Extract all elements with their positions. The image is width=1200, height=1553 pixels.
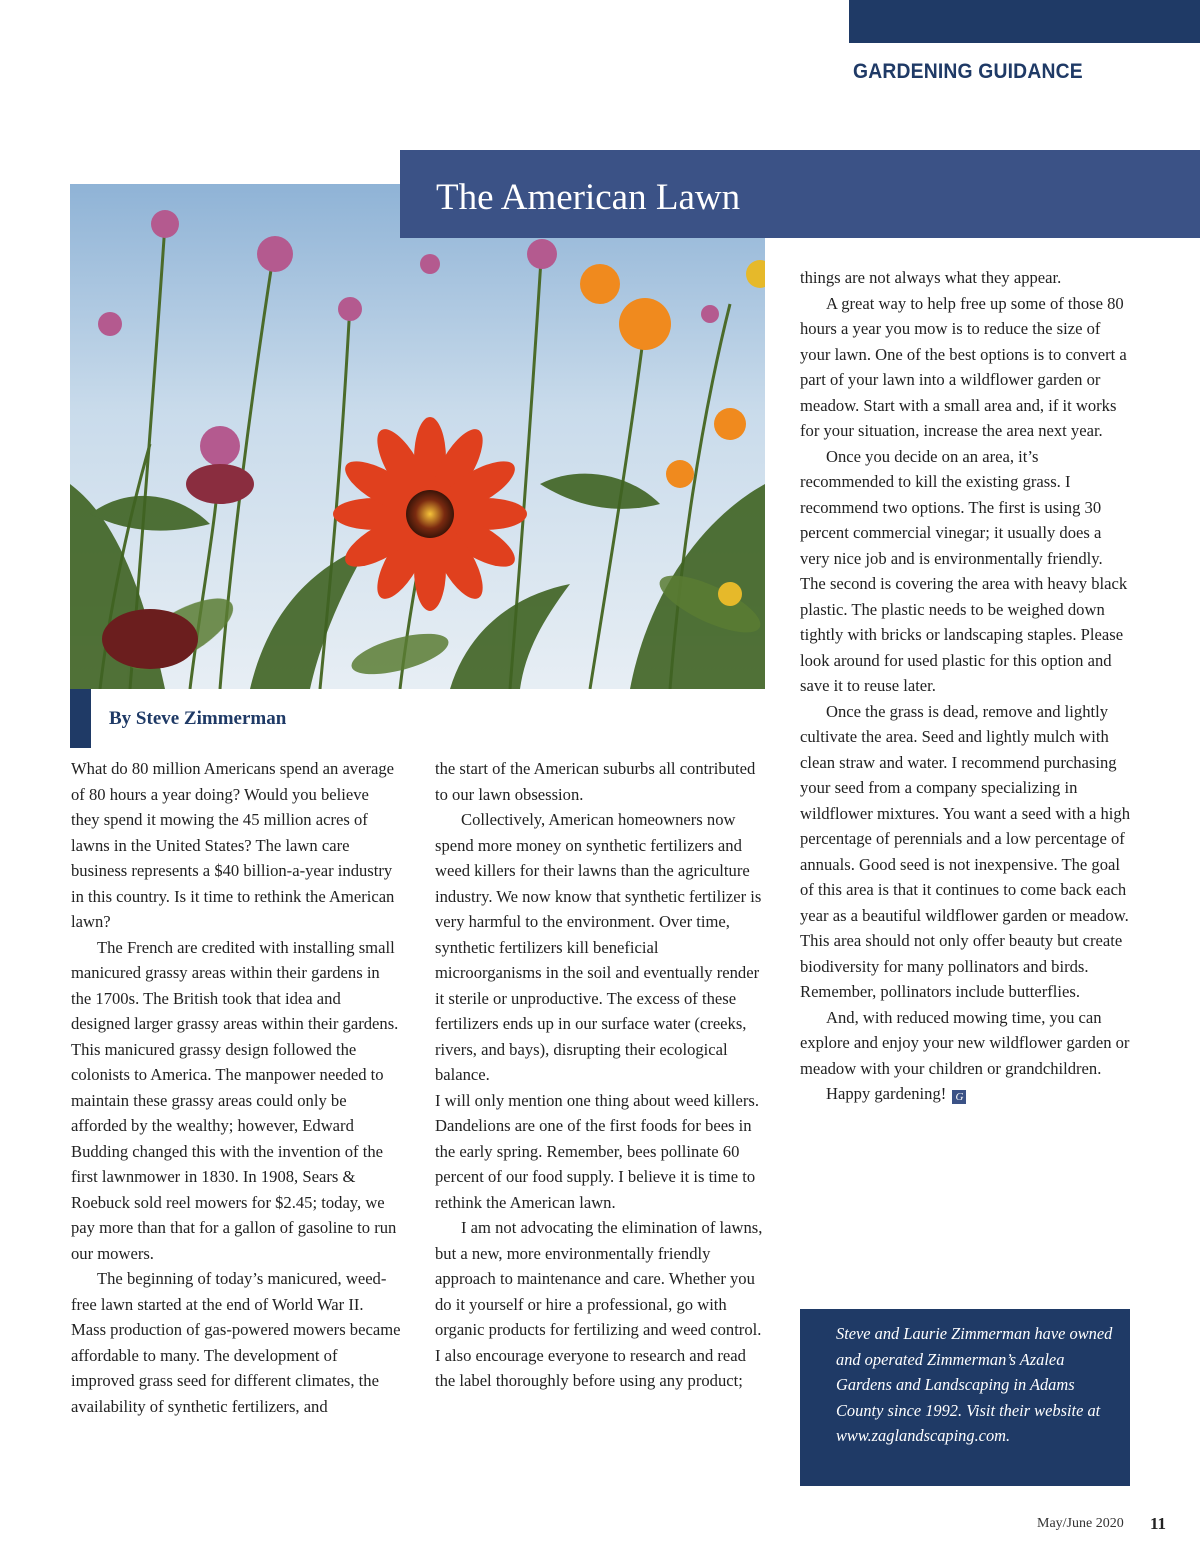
header-color-bar [849, 0, 1200, 43]
author-bio: Steve and Laurie Zimmerman have owned and operated Zimmerman’s Azalea Gardens and Landscaping in Adams County since 1992. Visit their website at www.zaglandscaping.com. [836, 1324, 1113, 1445]
wildflower-photo [70, 184, 765, 689]
article-column-3 [800, 265, 1132, 1107]
article-title: The American Lawn [436, 177, 741, 218]
byline: By Steve Zimmerman [109, 708, 287, 729]
paragraph: Once you decide on an area, it’s recommended to kill the existing grass. I recommend two options. The first is using 30 percent commercial vinegar; it usually does a very nice job and is environmentally friendly. The second is covering the area with heavy black plastic. The plastic needs to be weighed down tightly with bricks or landscaping staples. Please look around for used plastic for this option and save it to reuse later. [800, 446, 1128, 695]
paragraph: A great way to help free up some of those 80 hours a year you mow is to reduce the size of your lawn. One of the best options is to convert a part of your lawn into a wildflower garden or meadow. Start with a small area and, if it works for your situation, increase the area next year. [800, 293, 1127, 440]
paragraph: the start of the American suburbs all contributed to our lawn obsession. [435, 759, 756, 804]
title-band [400, 150, 1200, 238]
page-number: 11 [1150, 1514, 1167, 1533]
paragraph: Collectively, American homeowners now spend more money on synthetic fertilizers and weed killers for their lawns than the agriculture industry. We now know that synthetic fertilizer is very harmful to the environment. Over time, synthetic fertilizers kill beneficial microorganisms in the soil and eventually render it sterile or unproductive. The excess of these fertilizers ends up in our surface water (creeks, rivers, and bays), disrupting their ecological balance. [435, 810, 762, 1084]
paragraph: I am not advocating the elimination of lawns, but a new, more environmentally friendly approach to maintenance and care. Whether you do it yourself or hire a professional, go with organic products for fertilizing and weed control. I also encourage everyone to research and read the label thoroughly before using any product; [435, 1218, 763, 1390]
paragraph: What do 80 million Americans spend an average of 80 hours a year doing? Would you believe they spend it mowing the 45 million acres of lawns in the United States? The lawn care business represents a $40 billion-a-year industry in this country. Is it time to rethink the American lawn? [71, 759, 395, 931]
article-column-2 [435, 756, 765, 1394]
paragraph: things are not always what they appear. [800, 268, 1062, 287]
author-bio-box [800, 1309, 1130, 1486]
article-column-1 [71, 756, 401, 1419]
paragraph: And, with reduced mowing time, you can explore and enjoy your new wildflower garden or meadow with your children or grandchildren. [800, 1007, 1130, 1078]
section-label: GARDENING GUIDANCE [853, 60, 1083, 83]
paragraph: I will only mention one thing about weed killers. Dandelions are one of the first foods for bees in the early spring. Remember, bees pollinate 60 percent of our food supply. I believe it is time to rethink the American lawn. [435, 1090, 759, 1212]
closing-line [800, 1081, 1132, 1107]
paragraph: The beginning of today’s manicured, weed-free lawn started at the end of World War II. Mass production of gas-powered mowers became affordable to many. The development of improved grass seed for different climates, the availability of synthetic fertilizers, and [71, 1269, 401, 1416]
issue-date: May/June 2020 [1037, 1516, 1124, 1531]
paragraph: The French are credited with installing small manicured grassy areas within their gardens in the 1700s. The British took that idea and designed larger grassy areas within their gardens. This manicured grassy design followed the colonists to America. The manpower needed to maintain these grassy areas could only be afforded by the wealthy; however, Edward Budding changed this with the invention of the first lawnmower in 1830. In 1908, Sears & Roebuck sold reel mowers for $2.45; today, we pay more than that for a gallon of gasoline to run our mowers. [71, 937, 399, 1263]
closing-text: Happy gardening! [826, 1084, 947, 1103]
end-mark-icon: G [952, 1090, 966, 1104]
byline-accent-bar [70, 689, 91, 748]
paragraph: Once the grass is dead, remove and lightly cultivate the area. Seed and lightly mulch with clean straw and water. I recommend purchasing your seed from a company specializing in wildflower mixtures. You want a seed with a high percentage of perennials and a low percentage of annuals. Good seed is not inexpensive. The goal of this area is that it continues to come back each year as a beautiful wildflower garden or meadow. This area should not only offer beauty but create biodiversity for many pollinators and birds. Remember, pollinators include butterflies. [800, 701, 1130, 1001]
